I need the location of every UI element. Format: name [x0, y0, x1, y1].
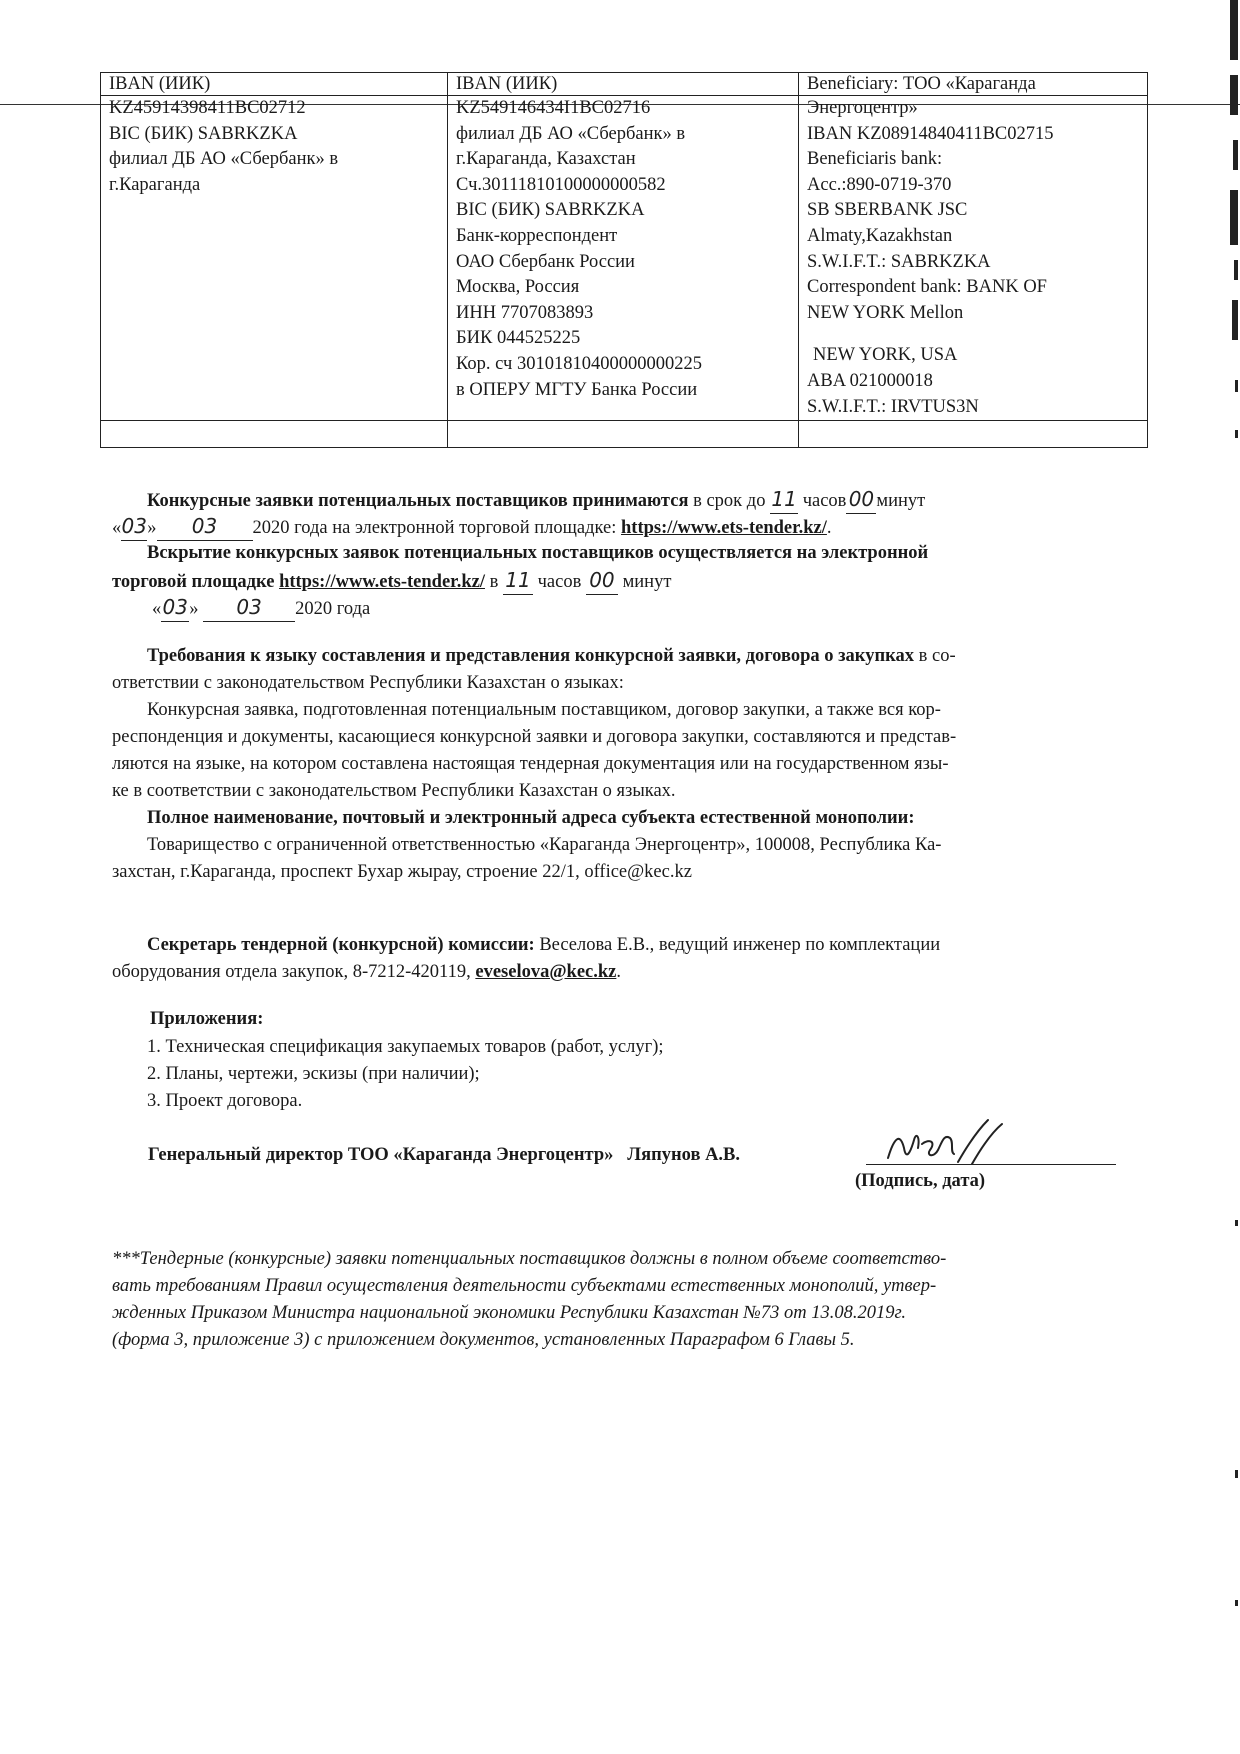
empty-cell [448, 421, 799, 448]
col1-header: IBAN (ИИК) [101, 73, 448, 96]
quote-close: » [189, 599, 199, 619]
language-line: респонденция и документы, касающиеся конкурсной заявки и договора закупки, составляются и представ- [112, 727, 957, 747]
handwritten-hours-2: 11 [503, 567, 533, 595]
col2-details [448, 96, 799, 421]
col2-line: Кор. сч 30101810400000000225 [456, 353, 702, 374]
col1-line: KZ45914398411BC02712 [109, 98, 306, 118]
col3-details [799, 96, 1148, 421]
secretary-line [147, 932, 1137, 959]
quote-close: » [147, 518, 157, 538]
col1-line: BIC (БИК) SABRKZKA [109, 123, 298, 144]
signature-caption: (Подпись, дата) [855, 1171, 986, 1191]
col2-line: Банк-корреспондент [456, 225, 618, 246]
director-name: Ляпунов А.В. [627, 1145, 741, 1165]
hours-word-2: часов [537, 572, 582, 592]
period: . [826, 518, 832, 538]
handwritten-day-2: 03 [161, 594, 189, 622]
scan-edge-artifact [1226, 0, 1240, 1754]
col3-line: IBAN KZ08914840411BC02715 [807, 123, 1054, 144]
minutes-word: минут [876, 491, 926, 511]
col3-line: Almaty,Kazakhstan [807, 225, 953, 246]
col3-line: S.W.I.F.T.: IRVTUS3N [807, 396, 979, 417]
language-heading-line [147, 643, 1137, 670]
secretary-text: Веселова Е.В., ведущий инженер по комплектации [539, 935, 941, 955]
language-line: Конкурсная заявка, подготовленная потенциальным поставщиком, договор закупки, а также вся кор- [147, 700, 941, 720]
handwritten-month: 03 [157, 513, 253, 541]
opening-time-line [112, 567, 1142, 596]
col3-line: Энергоцентр» [807, 98, 918, 118]
col1-line: г.Караганда [109, 174, 201, 195]
col2-header: IBAN (ИИК) [448, 73, 799, 96]
hours-word: часов [802, 491, 847, 511]
quote-open: « [112, 518, 122, 538]
language-heading-line2 [112, 670, 1142, 697]
col2-line: KZ549146434I1BC02716 [456, 98, 651, 118]
period: . [616, 962, 622, 982]
handwritten-minutes: 00 [846, 486, 876, 514]
secretary-label: Секретарь тендерной (конкурсной) комиссии: [147, 935, 535, 955]
handwritten-hours: 11 [770, 486, 798, 514]
language-paragraph [112, 697, 1142, 805]
language-heading-rest: в со- [918, 646, 956, 666]
footnote-line: вать требованиям Правил осуществления деятельности субъектами естественных монополий, утвер- [112, 1276, 937, 1296]
handwritten-signature [880, 1118, 1010, 1172]
footnote [112, 1246, 1142, 1354]
col2-line: ИНН 7707083893 [456, 302, 594, 323]
col1-line: филиал ДБ АО «Сбербанк» в [109, 149, 339, 170]
col3-header: Beneficiary: ТОО «Караганда [799, 73, 1148, 96]
address-heading: Полное наименование, почтовый и электронный адреса субъекта естественной монополии: [147, 808, 915, 828]
quote-open: « [152, 599, 162, 619]
minutes-word-2: минут [622, 572, 672, 592]
attachment-item: 2. Планы, чертежи, эскизы (при наличии); [147, 1064, 480, 1084]
attachments-heading: Приложения: [150, 1009, 264, 1029]
handwritten-minutes-2: 00 [586, 567, 618, 595]
col3-line: S.W.I.F.T.: SABRKZKA [807, 251, 991, 272]
director-title: Генеральный директор ТОО «Караганда Энергоцентр» [148, 1145, 614, 1165]
col2-line: Сч.30111810100000000582 [456, 174, 666, 195]
tender-platform-link[interactable]: https://www.ets-tender.kz/ [621, 518, 827, 538]
col2-line: в ОПЕРУ МГТУ Банка России [456, 379, 698, 400]
handwritten-month-2: 03 [203, 594, 295, 622]
opening-year-text: 2020 года [295, 599, 371, 619]
col2-line: BIC (БИК) SABRKZKA [456, 200, 645, 221]
empty-cell [101, 421, 448, 448]
address-line: захстан, г.Караганда, проспект Бухар жырау, строение 22/1, office@kec.kz [112, 862, 692, 882]
in-word: в [489, 572, 499, 592]
col3-line: NEW YORK, USA [813, 345, 958, 366]
col3-line: Correspondent bank: BANK OF [807, 277, 1047, 298]
col2-line: филиал ДБ АО «Сбербанк» в [456, 123, 686, 144]
language-line: ляются на языке, на котором составлена настоящая тендерная документация или на государственном язы- [112, 754, 949, 774]
submission-paragraph [147, 486, 1137, 515]
submission-deadline-text: в срок до [693, 491, 766, 511]
submission-year-text: 2020 года на электронной торговой площадке: [252, 518, 617, 538]
empty-cell [799, 421, 1148, 448]
secretary-text-2: оборудования отдела закупок, 8-7212-420119, [112, 962, 471, 982]
submission-date-line [112, 513, 1142, 542]
col1-details [101, 96, 448, 421]
col2-line: БИК 044525225 [456, 328, 581, 349]
bank-details-table [100, 72, 1148, 448]
col3-line: Beneficiaris bank: [807, 149, 943, 170]
secretary-email-link[interactable]: eveselova@kec.kz [475, 962, 617, 982]
footnote-line: ***Тендерные (конкурсные) заявки потенциальных поставщиков должны в полном объеме соответство- [112, 1249, 947, 1269]
footnote-line: (форма 3, приложение 3) с приложением документов, установленных Параграфом 6 Главы 5. [112, 1330, 855, 1350]
language-line: ке в соответствии с законодательством Республики Казахстан о языках. [112, 781, 676, 801]
col3-line: NEW YORK Mellon [807, 302, 964, 323]
opening-heading-cont: торговой площадке [112, 572, 275, 592]
col3-line: Acc.:890-0719-370 [807, 174, 952, 195]
col2-line: Москва, Россия [456, 277, 580, 298]
attachments-list [147, 1034, 1047, 1115]
attachment-item: 3. Проект договора. [147, 1091, 303, 1111]
handwritten-day: 03 [121, 513, 147, 541]
tender-platform-link-2[interactable]: https://www.ets-tender.kz/ [279, 572, 485, 592]
attachment-item: 1. Техническая спецификация закупаемых товаров (работ, услуг); [147, 1037, 664, 1057]
col3-line: SB SBERBANK JSC [807, 200, 968, 221]
language-heading-cont: ответствии с законодательством Республики Казахстан о языках: [112, 673, 624, 693]
footnote-line: жденных Приказом Министра национальной экономики Республики Казахстан №73 от 13.08.2019г. [112, 1303, 907, 1323]
secretary-line2 [112, 959, 1142, 986]
col2-line: ОАО Сбербанк России [456, 251, 635, 272]
col3-line: ABA 021000018 [807, 370, 933, 391]
submission-heading: Конкурсные заявки потенциальных поставщиков принимаются [147, 491, 689, 511]
language-heading: Требования к языку составления и представления конкурсной заявки, договора о закупках [147, 646, 914, 666]
opening-heading-line [147, 540, 1137, 567]
opening-date-line [152, 594, 752, 623]
col2-line: г.Караганда, Казахстан [456, 149, 636, 170]
opening-heading: Вскрытие конкурсных заявок потенциальных поставщиков осуществляется на электронной [147, 543, 929, 563]
address-line: Товарищество с ограниченной ответственностью «Караганда Энергоцентр», 100008, Республика Ка- [147, 835, 942, 855]
